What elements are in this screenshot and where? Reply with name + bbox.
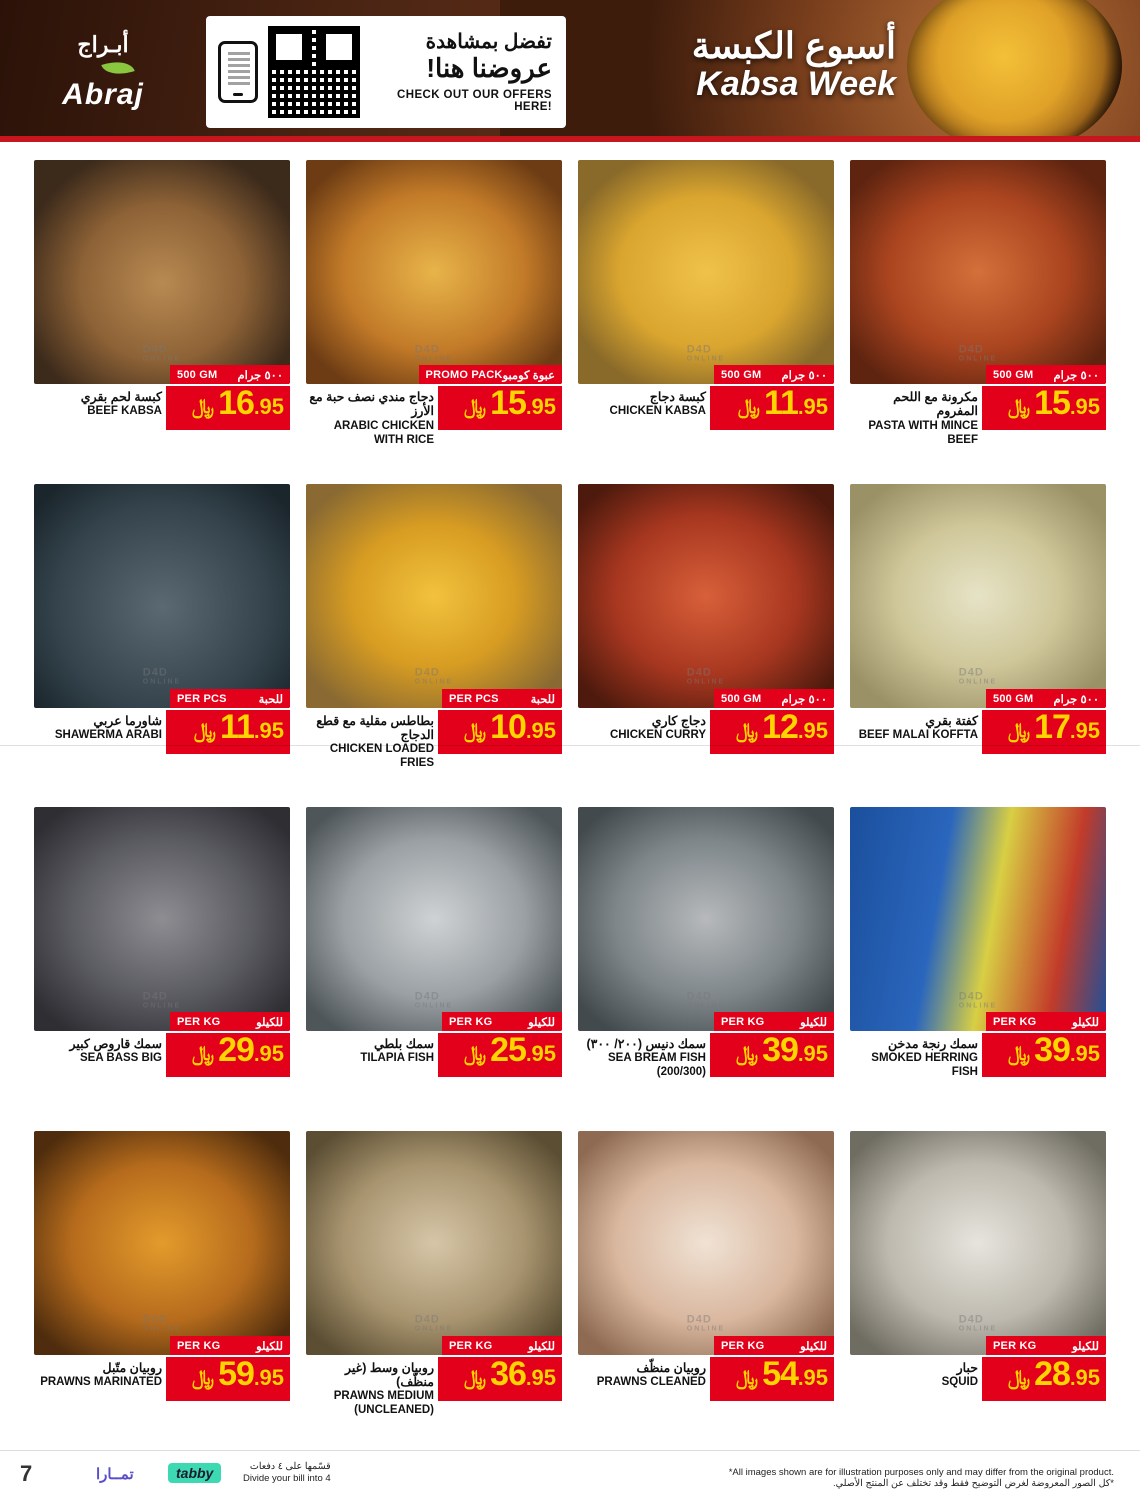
watermark bbox=[687, 1314, 725, 1333]
product-name-english: PRAWNS MEDIUM (UNCLEANED) bbox=[333, 1390, 434, 1417]
price-decimal: 95 bbox=[1075, 394, 1100, 419]
unit-tag bbox=[714, 365, 834, 384]
product-name-arabic: مكرونة مع اللحم المفروم bbox=[893, 390, 978, 419]
unit-tag-english: PER KG bbox=[177, 1016, 221, 1028]
brand-logo-arabic: أبـراج bbox=[77, 32, 129, 57]
product-info bbox=[34, 1354, 290, 1411]
product-info bbox=[850, 1031, 1106, 1087]
product-card[interactable] bbox=[26, 154, 298, 478]
unit-tag bbox=[170, 1012, 290, 1031]
unit-tag-arabic: للكيلو bbox=[256, 1340, 283, 1353]
product-name-english: CHICKEN LOADED FRIES bbox=[329, 743, 434, 770]
product-name-english: SEA BREAM FISH (200/300) bbox=[608, 1052, 706, 1079]
product-name-arabic: سمك دنيس (٢٠٠/ ٣٠٠) bbox=[586, 1037, 706, 1051]
product-name-english: PASTA WITH MINCE BEEF bbox=[868, 419, 978, 446]
product-price: ﷼ 39 . 95 bbox=[982, 1033, 1106, 1077]
unit-tag-english: 500 GM bbox=[721, 369, 762, 381]
unit-tag bbox=[714, 1336, 834, 1355]
product-info bbox=[578, 1354, 834, 1411]
unit-tag-english: PER PCS bbox=[177, 692, 227, 705]
product-image bbox=[850, 807, 1106, 1031]
price-decimal: 95 bbox=[803, 1041, 828, 1066]
unit-tag bbox=[170, 1336, 290, 1355]
price-integer: 28 bbox=[1034, 1354, 1070, 1393]
product-name-arabic: روبيان منظّف bbox=[636, 1360, 706, 1375]
product-card[interactable] bbox=[26, 1125, 298, 1449]
price-decimal: 95 bbox=[531, 1041, 556, 1066]
offers-banner-english: CHECK OUT OUR OFFERS HERE! bbox=[397, 88, 552, 113]
watermark-line1: D4D bbox=[686, 1313, 712, 1326]
price-integer: 15 bbox=[1034, 384, 1070, 422]
product-name-english: BEEF KABSA bbox=[87, 405, 162, 418]
watermark-line1: D4D bbox=[414, 990, 440, 1003]
product-price: ﷼ 17 . 95 bbox=[982, 710, 1106, 754]
price-integer: 15 bbox=[490, 384, 526, 422]
unit-tag-arabic: عبوة كومبو bbox=[502, 370, 555, 382]
installment-note bbox=[243, 1461, 331, 1486]
price-decimal: 95 bbox=[1075, 717, 1100, 743]
unit-tag-english: PER KG bbox=[721, 1016, 765, 1028]
unit-tag bbox=[442, 689, 562, 708]
product-card[interactable] bbox=[570, 1125, 842, 1449]
watermark bbox=[959, 667, 997, 686]
riyal-currency-icon: ﷼ bbox=[735, 719, 759, 742]
product-card[interactable] bbox=[298, 1125, 570, 1449]
product-info bbox=[34, 1031, 290, 1087]
price-decimal: 95 bbox=[531, 394, 556, 419]
watermark-line2: ONLINE bbox=[142, 678, 182, 686]
product-name-arabic: شاورما عربي bbox=[93, 713, 162, 728]
qr-code-icon[interactable] bbox=[268, 26, 360, 118]
price-decimal: 95 bbox=[803, 394, 828, 419]
product-card[interactable] bbox=[842, 478, 1114, 802]
unit-tag bbox=[442, 1336, 562, 1355]
watermark-line2: ONLINE bbox=[958, 678, 998, 686]
watermark-line1: D4D bbox=[958, 1313, 984, 1326]
product-name-arabic: كبسة لحم بقري bbox=[80, 390, 162, 404]
product-names bbox=[850, 1035, 982, 1080]
brand-logo bbox=[18, 22, 188, 122]
offers-banner-arabic-line2: عروضنا هنا! bbox=[426, 53, 552, 84]
price-integer: 59 bbox=[218, 1354, 254, 1393]
watermark-line1: D4D bbox=[414, 343, 440, 356]
product-price: ﷼ 25 . 95 bbox=[438, 1033, 562, 1077]
riyal-currency-icon: ﷼ bbox=[191, 1366, 215, 1389]
price-decimal: 95 bbox=[1075, 1364, 1100, 1390]
price-decimal: 95 bbox=[259, 1364, 284, 1390]
watermark-line2: ONLINE bbox=[958, 355, 998, 363]
product-card[interactable] bbox=[26, 801, 298, 1125]
unit-tag-english: PROMO PACK bbox=[425, 369, 503, 381]
unit-tag-arabic: للكيلو bbox=[528, 1017, 555, 1029]
product-card[interactable] bbox=[842, 801, 1114, 1125]
product-image bbox=[850, 1131, 1106, 1355]
unit-tag-english: PER KG bbox=[449, 1339, 493, 1352]
riyal-currency-icon: ﷼ bbox=[463, 1366, 487, 1389]
watermark bbox=[687, 990, 725, 1009]
product-image bbox=[578, 807, 834, 1031]
product-name-english: ARABIC CHICKEN WITH RICE bbox=[333, 419, 434, 446]
installment-note-arabic: قسّمها على ٤ دفعات bbox=[249, 1461, 331, 1472]
product-info bbox=[578, 1031, 834, 1087]
unit-tag-arabic: ٥٠٠ جرام bbox=[781, 370, 827, 382]
watermark-line1: D4D bbox=[958, 990, 984, 1003]
tabby-logo: tabby bbox=[168, 1463, 221, 1483]
price-integer: 36 bbox=[490, 1354, 526, 1393]
product-name-arabic: بطاطس مقلية مع قطع الدجاج bbox=[316, 713, 434, 742]
product-image bbox=[850, 160, 1106, 384]
unit-tag-english: PER KG bbox=[993, 1339, 1037, 1352]
price-integer: 16 bbox=[218, 384, 254, 422]
unit-tag-english: 500 GM bbox=[721, 692, 762, 705]
tamara-logo: تمــارا bbox=[96, 1466, 134, 1483]
unit-tag-english: 500 GM bbox=[177, 369, 218, 381]
product-name-english: PRAWNS MARINATED bbox=[40, 1375, 162, 1388]
unit-tag-english: PER KG bbox=[993, 1016, 1037, 1028]
product-card[interactable] bbox=[26, 478, 298, 802]
unit-tag-arabic: للكيلو bbox=[800, 1017, 827, 1029]
product-grid bbox=[0, 148, 1140, 1448]
watermark-line2: ONLINE bbox=[142, 355, 182, 363]
leaf-icon bbox=[101, 56, 134, 80]
watermark-line1: D4D bbox=[142, 1313, 168, 1326]
product-names bbox=[34, 712, 166, 743]
product-name-english: PRAWNS CLEANED bbox=[596, 1375, 706, 1388]
product-name-arabic: حبار bbox=[956, 1360, 978, 1375]
price-decimal: 95 bbox=[1075, 1041, 1100, 1066]
product-names bbox=[578, 1035, 710, 1080]
watermark-line1: D4D bbox=[142, 990, 168, 1003]
riyal-currency-icon: ﷼ bbox=[463, 396, 487, 418]
product-price: ﷼ 15 . 95 bbox=[982, 386, 1106, 430]
product-info bbox=[34, 384, 290, 440]
watermark-line2: ONLINE bbox=[414, 1325, 454, 1333]
product-price: ﷼ 39 . 95 bbox=[710, 1033, 834, 1077]
offers-qr-banner[interactable] bbox=[206, 16, 566, 128]
riyal-currency-icon: ﷼ bbox=[1007, 1366, 1031, 1389]
price-integer: 54 bbox=[762, 1354, 798, 1393]
product-image bbox=[34, 160, 290, 384]
product-price: ﷼ 36 . 95 bbox=[438, 1357, 562, 1401]
product-name-english: SMOKED HERRING FISH bbox=[871, 1052, 978, 1079]
product-card[interactable] bbox=[570, 154, 842, 478]
watermark bbox=[415, 343, 453, 362]
watermark-line1: D4D bbox=[958, 343, 984, 356]
product-name-arabic: سمك قاروص كبير bbox=[69, 1037, 162, 1051]
disclaimer-arabic: *كل الصور المعروضة لغرض التوضيح فقط وقد تختلف عن المنتج الأصلي. bbox=[833, 1478, 1114, 1489]
watermark-line1: D4D bbox=[414, 666, 440, 679]
price-decimal: 95 bbox=[259, 394, 284, 419]
page-title-english: Kabsa Week bbox=[696, 64, 896, 103]
product-image bbox=[34, 807, 290, 1031]
product-price: ﷼ 54 . 95 bbox=[710, 1357, 834, 1401]
riyal-currency-icon: ﷼ bbox=[191, 1043, 215, 1065]
product-image bbox=[578, 160, 834, 384]
watermark bbox=[687, 667, 725, 686]
product-info bbox=[306, 707, 562, 770]
product-name-english: SQUID bbox=[941, 1375, 978, 1388]
unit-tag-english: PER KG bbox=[449, 1016, 493, 1028]
watermark bbox=[687, 343, 725, 362]
unit-tag-arabic: للحبة bbox=[530, 693, 555, 706]
watermark-line2: ONLINE bbox=[958, 1002, 998, 1010]
product-info bbox=[850, 384, 1106, 446]
product-names bbox=[578, 1359, 710, 1390]
unit-tag bbox=[986, 1012, 1106, 1031]
watermark-line2: ONLINE bbox=[414, 355, 454, 363]
price-decimal: 95 bbox=[259, 717, 284, 743]
product-price: ﷼ 11 . 95 bbox=[166, 710, 290, 754]
riyal-currency-icon: ﷼ bbox=[735, 1043, 759, 1065]
unit-tag-arabic: ٥٠٠ جرام bbox=[1053, 370, 1099, 382]
product-price: ﷼ 59 . 95 bbox=[166, 1357, 290, 1401]
product-info bbox=[306, 384, 562, 446]
product-card[interactable] bbox=[842, 154, 1114, 478]
unit-tag bbox=[419, 365, 562, 384]
product-price: ﷼ 28 . 95 bbox=[982, 1357, 1106, 1401]
price-integer: 29 bbox=[218, 1031, 254, 1069]
product-card[interactable] bbox=[298, 478, 570, 802]
unit-tag-english: 500 GM bbox=[993, 692, 1034, 705]
product-card[interactable] bbox=[570, 478, 842, 802]
product-name-english: BEEF MALAI KOFFTA bbox=[858, 728, 978, 741]
product-image bbox=[306, 807, 562, 1031]
watermark-line2: ONLINE bbox=[142, 1002, 182, 1010]
riyal-currency-icon: ﷼ bbox=[1007, 1043, 1031, 1065]
watermark-line2: ONLINE bbox=[686, 355, 726, 363]
watermark-line2: ONLINE bbox=[414, 1002, 454, 1010]
watermark-line1: D4D bbox=[958, 666, 984, 679]
product-name-english: SHAWERMA ARABI bbox=[54, 728, 162, 741]
product-names bbox=[306, 388, 438, 447]
product-info bbox=[306, 1354, 562, 1417]
offers-banner-arabic-line1: تفضل بمشاهدة bbox=[425, 31, 552, 54]
unit-tag bbox=[714, 689, 834, 708]
riyal-currency-icon: ﷼ bbox=[191, 396, 215, 418]
unit-tag-english: PER PCS bbox=[449, 692, 499, 705]
header-red-strip bbox=[0, 136, 1140, 142]
product-price: ﷼ 10 . 95 bbox=[438, 710, 562, 754]
mobile-phone-icon bbox=[218, 41, 258, 103]
product-name-arabic: دجاج مندي نصف حبة مع الأرز bbox=[309, 390, 434, 419]
price-integer: 39 bbox=[1034, 1031, 1070, 1069]
price-decimal: 95 bbox=[531, 717, 556, 743]
price-decimal: 95 bbox=[803, 717, 828, 743]
unit-tag bbox=[986, 689, 1106, 708]
watermark-line2: ONLINE bbox=[686, 1325, 726, 1333]
price-integer: 25 bbox=[490, 1031, 526, 1069]
watermark-line1: D4D bbox=[414, 1313, 440, 1326]
price-decimal: 95 bbox=[803, 1364, 828, 1390]
price-integer: 12 bbox=[762, 707, 798, 746]
product-names bbox=[850, 712, 982, 743]
product-name-arabic: روبيان وسط (غير منظّف) bbox=[344, 1360, 434, 1389]
product-name-arabic: روبيان متّبل bbox=[102, 1360, 162, 1375]
product-name-english: CHICKEN KABSA bbox=[609, 405, 706, 418]
page-footer bbox=[0, 1450, 1140, 1500]
product-names bbox=[34, 1359, 166, 1390]
unit-tag bbox=[442, 1012, 562, 1031]
product-info bbox=[578, 707, 834, 764]
product-info bbox=[34, 707, 290, 764]
price-integer: 39 bbox=[762, 1031, 798, 1069]
product-names bbox=[306, 1035, 438, 1066]
price-integer: 11 bbox=[220, 707, 254, 746]
product-names bbox=[578, 388, 710, 419]
watermark-line2: ONLINE bbox=[686, 678, 726, 686]
product-names bbox=[306, 1359, 438, 1418]
riyal-currency-icon: ﷼ bbox=[737, 396, 760, 418]
watermark bbox=[143, 343, 181, 362]
product-image bbox=[34, 1131, 290, 1355]
product-name-arabic: سمك رنجة مدخن bbox=[888, 1037, 978, 1051]
watermark bbox=[959, 990, 997, 1009]
riyal-currency-icon: ﷼ bbox=[193, 719, 216, 742]
unit-tag-arabic: للكيلو bbox=[256, 1017, 283, 1029]
unit-tag-english: 500 GM bbox=[993, 369, 1034, 381]
watermark-line2: ONLINE bbox=[686, 1002, 726, 1010]
unit-tag-arabic: ٥٠٠ جرام bbox=[781, 693, 827, 706]
product-image bbox=[34, 484, 290, 708]
watermark bbox=[143, 1314, 181, 1333]
header-dish-photo bbox=[907, 0, 1122, 142]
disclaimer-english: *All images shown are for illustration purposes only and may differ from the original product. bbox=[728, 1467, 1114, 1478]
product-image bbox=[578, 1131, 834, 1355]
product-name-arabic: دجاج كاري bbox=[651, 713, 706, 728]
riyal-currency-icon: ﷼ bbox=[1007, 396, 1031, 418]
riyal-currency-icon: ﷼ bbox=[735, 1366, 759, 1389]
unit-tag-arabic: ٥٠٠ جرام bbox=[1053, 693, 1099, 706]
product-names bbox=[850, 1359, 982, 1390]
product-names bbox=[850, 388, 982, 447]
price-decimal: 95 bbox=[531, 1364, 556, 1390]
product-info bbox=[850, 707, 1106, 764]
watermark bbox=[143, 667, 181, 686]
product-names bbox=[34, 1035, 166, 1066]
unit-tag bbox=[170, 365, 290, 384]
price-integer: 11 bbox=[764, 384, 798, 422]
unit-tag-english: PER KG bbox=[721, 1339, 765, 1352]
riyal-currency-icon: ﷼ bbox=[463, 1043, 487, 1065]
product-name-english: CHICKEN CURRY bbox=[609, 728, 706, 741]
product-names bbox=[578, 712, 710, 743]
unit-tag bbox=[986, 1336, 1106, 1355]
product-card[interactable] bbox=[298, 154, 570, 478]
product-price: ﷼ 12 . 95 bbox=[710, 710, 834, 754]
unit-tag-arabic: للكيلو bbox=[800, 1340, 827, 1353]
unit-tag-arabic: للحبة bbox=[258, 693, 283, 706]
watermark bbox=[415, 667, 453, 686]
product-price: ﷼ 16 . 95 bbox=[166, 386, 290, 430]
product-image bbox=[306, 160, 562, 384]
watermark-line1: D4D bbox=[686, 990, 712, 1003]
product-name-english: SEA BASS BIG bbox=[79, 1052, 162, 1065]
product-card[interactable] bbox=[842, 1125, 1114, 1449]
riyal-currency-icon: ﷼ bbox=[463, 719, 487, 742]
disclaimer bbox=[729, 1467, 1114, 1489]
product-info bbox=[306, 1031, 562, 1087]
product-price: ﷼ 11 . 95 bbox=[710, 386, 834, 430]
product-image bbox=[578, 484, 834, 708]
product-image bbox=[850, 484, 1106, 708]
unit-tag-arabic: للكيلو bbox=[1072, 1340, 1099, 1353]
product-names bbox=[34, 388, 166, 419]
watermark-line1: D4D bbox=[686, 666, 712, 679]
page-title bbox=[692, 26, 896, 103]
installment-note-english: Divide your bill into 4 bbox=[243, 1473, 331, 1485]
unit-tag bbox=[714, 1012, 834, 1031]
price-integer: 10 bbox=[490, 707, 526, 746]
price-decimal: 95 bbox=[259, 1041, 284, 1066]
riyal-currency-icon: ﷼ bbox=[1007, 719, 1031, 742]
watermark-line2: ONLINE bbox=[414, 678, 454, 686]
product-info bbox=[850, 1354, 1106, 1411]
watermark-line2: ONLINE bbox=[142, 1325, 182, 1333]
product-card[interactable] bbox=[570, 801, 842, 1125]
page-title-arabic: أسبوع الكبسة bbox=[691, 25, 896, 66]
product-image bbox=[306, 1131, 562, 1355]
unit-tag-arabic: للكيلو bbox=[1072, 1017, 1099, 1029]
brand-logo-english: Abraj bbox=[62, 78, 144, 111]
watermark bbox=[415, 1314, 453, 1333]
unit-tag-arabic: ٥٠٠ جرام bbox=[237, 370, 283, 382]
product-info bbox=[578, 384, 834, 440]
watermark-line2: ONLINE bbox=[958, 1325, 998, 1333]
product-price: ﷼ 29 . 95 bbox=[166, 1033, 290, 1077]
unit-tag-english: PER KG bbox=[177, 1339, 221, 1352]
watermark-line1: D4D bbox=[142, 666, 168, 679]
unit-tag bbox=[986, 365, 1106, 384]
product-name-arabic: سمك بلطي bbox=[374, 1037, 434, 1051]
watermark bbox=[415, 990, 453, 1009]
product-card[interactable] bbox=[298, 801, 570, 1125]
product-price: ﷼ 15 . 95 bbox=[438, 386, 562, 430]
product-image bbox=[306, 484, 562, 708]
watermark-line1: D4D bbox=[686, 343, 712, 356]
fold-line bbox=[0, 745, 1140, 746]
watermark-line1: D4D bbox=[142, 343, 168, 356]
watermark bbox=[143, 990, 181, 1009]
offers-banner-text bbox=[366, 31, 558, 113]
page-header bbox=[0, 0, 1140, 142]
price-integer: 17 bbox=[1034, 707, 1070, 746]
unit-tag-arabic: للكيلو bbox=[528, 1340, 555, 1353]
unit-tag bbox=[170, 689, 290, 708]
product-name-english: TILAPIA FISH bbox=[360, 1052, 434, 1065]
product-name-arabic: كبسة دجاج bbox=[649, 390, 706, 404]
watermark bbox=[959, 343, 997, 362]
page-number: 7 bbox=[20, 1461, 33, 1486]
watermark bbox=[959, 1314, 997, 1333]
product-name-arabic: كفتة بقري bbox=[925, 713, 978, 728]
product-names bbox=[306, 712, 438, 771]
